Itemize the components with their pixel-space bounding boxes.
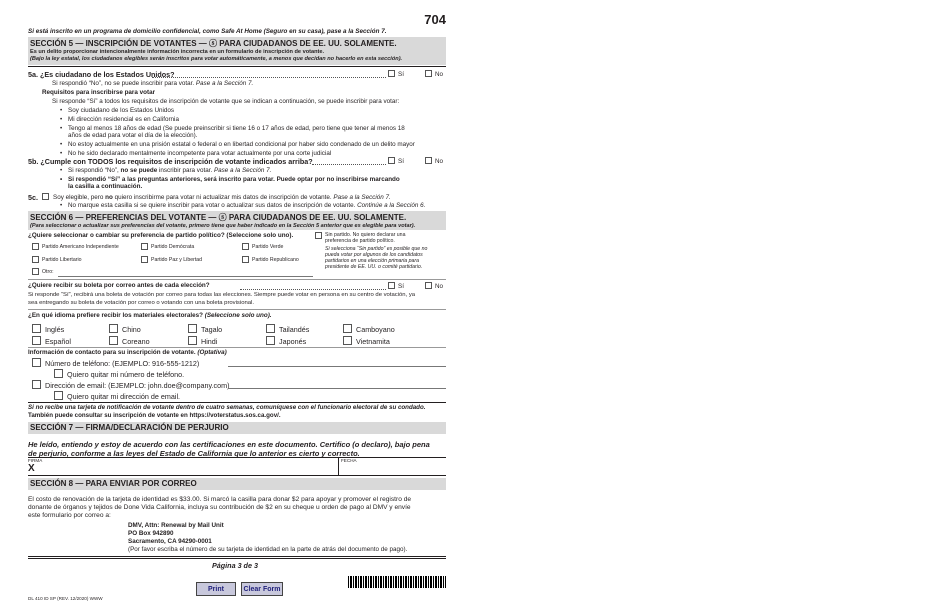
form-revision: DL 410 ID SP (REV. 12/2020) WWW: [28, 596, 103, 601]
otro-input-line[interactable]: [58, 276, 313, 277]
mail-address-2: PO Box 942890: [128, 530, 174, 537]
q5b-yes-checkbox[interactable]: [388, 157, 395, 164]
section-6-header: [28, 211, 446, 230]
libertario-label: Partido Libertario: [42, 257, 82, 263]
phone-remove-label: Quiero quitar mi número de teléfono.: [67, 370, 185, 379]
american-independent-label: Partido Americano Independiente: [42, 244, 119, 250]
section-5-header: [28, 37, 446, 65]
declaration-line-1: He leído, entiendo y estoy de acuerdo con las certificaciones en este documento. Certifico (o declaro), bajo pena: [28, 440, 430, 449]
no-party-checkbox[interactable]: [315, 232, 322, 239]
lang-tagalo-label: Tagalo: [201, 325, 223, 334]
phone-input-line[interactable]: [228, 366, 446, 367]
party-question: ¿Quiere seleccionar o cambiar su preferencia de partido político? (Seleccione solo uno).: [28, 232, 294, 239]
lang-japones-checkbox[interactable]: [266, 336, 275, 345]
requirement-age: • Tengo al menos 18 años de edad (Se puede preinscribir si tiene 16 o 17 años de edad, pero tiene que tener al menos 18: [68, 125, 405, 132]
email-label: Dirección de email: (EJEMPLO: john.doe@company.com): [45, 381, 230, 390]
section-5-law-note: (Bajo la ley estatal, los ciudadanos elegibles serán inscritos para votar automáticamente, a menos que decidan no hacerlo en esta sección).: [30, 56, 403, 62]
requirement-competent: • No he sido declarado mentalmente incompetente para votar actualmente por una corte judicial: [68, 150, 331, 157]
mail-address-1: DMV, Attn: Renewal by Mail Unit: [128, 522, 224, 529]
section-6-title: SECCIÓN 6 — PREFERENCIAS DEL VOTANTE — ⓢ PARA CIUDADANOS DE EE. UU. SOLAMENTE.: [30, 213, 407, 222]
requirement-age-cont: años de edad para votar el día de la elección).: [68, 132, 198, 139]
email-input-line[interactable]: [228, 388, 446, 389]
fecha-label: FECHA: [341, 458, 357, 463]
lang-hindi-checkbox[interactable]: [188, 336, 197, 345]
verde-label: Partido Verde: [252, 244, 284, 250]
mail-ballot-note-2: sea entregando su boleta de votación por correo o votando con una boleta provisional.: [28, 300, 254, 306]
email-checkbox[interactable]: [32, 380, 41, 389]
requirement-prison: • No estoy actualmente en una prisión estatal o federal o en libertad condicional por haber sido condenado de un delito mayor: [68, 141, 415, 148]
mail-ballot-no-checkbox[interactable]: [425, 282, 432, 289]
question-5c-number: 5c.: [28, 193, 38, 202]
phone-checkbox[interactable]: [32, 358, 41, 367]
requirements-intro: Si responde “Sí” a todos los requisitos de inscripción de votante que se indican a continuación, se puede inscribir para votar:: [52, 98, 400, 105]
section-7-header: [28, 422, 446, 434]
requirement-citizen: • Soy ciudadano de los Estados Unidos: [68, 107, 174, 114]
verde-checkbox[interactable]: [242, 243, 249, 250]
email-remove-label: Quiero quitar mi dirección de email.: [67, 392, 181, 401]
otro-checkbox[interactable]: [32, 268, 39, 275]
barcode: [348, 576, 446, 588]
q5a-note: Si respondió “No”, no se puede inscribir para votar. Pase a la Sección 7.: [52, 80, 254, 87]
requirements-heading: Requisitos para inscribirse para votar: [42, 89, 156, 96]
question-5a: 5a. ¿Es ciudadano de los Estados Unidos?: [28, 70, 175, 79]
lang-ingles-checkbox[interactable]: [32, 324, 41, 333]
republicano-checkbox[interactable]: [242, 256, 249, 263]
mail-ballot-no-label: No: [435, 283, 444, 290]
q5a-yes-label: Sí: [398, 71, 404, 78]
lang-tailandes-label: Tailandés: [279, 325, 310, 334]
no-party-note-3: partidarios en una elección primaria para: [325, 258, 420, 264]
voter-notice-1: Si no recibe una tarjeta de notificación de votante dentro de cuatro semanas, comuníquese con el funcionario electoral de su condado.: [28, 404, 426, 411]
q5b-note-yes-cont: la casilla a continuación.: [68, 183, 143, 190]
form-page: [28, 0, 446, 615]
lang-ingles-label: Inglés: [45, 325, 65, 334]
contact-heading: Información de contacto para su inscripción de votante. (Optativa): [28, 349, 227, 356]
democrata-checkbox[interactable]: [141, 243, 148, 250]
signature-x: X: [28, 463, 35, 474]
mail-ballot-question: ¿Quiere recibir su boleta por correo antes de cada elección?: [28, 282, 210, 289]
mail-address-note: (Por favor escriba el número de su tarjeta de identidad en la parte de atrás del documento de pago).: [128, 546, 408, 553]
lang-vietnamita-label: Vietnamita: [356, 337, 390, 346]
q5b-yes-label: Sí: [398, 158, 404, 165]
otro-label: Otro:: [42, 269, 54, 275]
clear-form-button[interactable]: Clear Form: [241, 582, 283, 596]
lang-tagalo-checkbox[interactable]: [188, 324, 197, 333]
republicano-label: Partido Republicano: [252, 257, 299, 263]
lang-tailandes-checkbox[interactable]: [266, 324, 275, 333]
mail-ballot-yes-label: Sí: [398, 283, 404, 290]
mail-ballot-yes-checkbox[interactable]: [388, 282, 395, 289]
section-5-warning: Es un delito proporcionar intencionalmente información incorrecta en un formulario de inscripción de votante.: [30, 49, 325, 55]
q5a-no-label: No: [435, 71, 444, 78]
print-button[interactable]: Print: [196, 582, 236, 596]
mail-ballot-note-1: Si responde “Sí”, recibirá una boleta de votación por correo para todas las elecciones. Siempre puede votar en persona en su centro de votación, ya: [28, 292, 416, 298]
democrata-label: Partido Demócrata: [151, 244, 195, 250]
no-party-label: Sin partido. No quiero declarar una: [325, 232, 406, 238]
mail-address-3: Sacramento, CA 94290-0001: [128, 538, 212, 545]
safe-at-home-note: Si está inscrito en un programa de domicilio confidencial, como Safe At Home (Seguro en su casa), pase a la Sección 7.: [28, 28, 387, 35]
sec8-body-3: este formulario por correo a:: [28, 512, 111, 519]
q5c-note: • No marque esta casilla si se quiere inscribir para votar o actualizar sus datos de inscripción de votante. Continúe a la Sección 6.: [68, 202, 425, 209]
section-8-title: SECCIÓN 8 — PARA ENVIAR POR CORREO: [30, 479, 197, 488]
paz-libertad-checkbox[interactable]: [141, 256, 148, 263]
q5a-no-checkbox[interactable]: [425, 70, 432, 77]
voter-notice-2: También puede consultar su inscripción de votante en https://voterstatus.sos.ca.gov/.: [28, 412, 281, 419]
form-number: 704: [424, 12, 446, 27]
paz-libertad-label: Partido Paz y Libertad: [151, 257, 203, 263]
lang-espanol-checkbox[interactable]: [32, 336, 41, 345]
question-5b: 5b. ¿Cumple con TODOS los requisitos de inscripción de votante indicados arriba?: [28, 157, 313, 166]
lang-japones-label: Japonés: [279, 337, 307, 346]
lang-espanol-label: Español: [45, 337, 71, 346]
american-independent-checkbox[interactable]: [32, 243, 39, 250]
q5b-no-label: No: [435, 158, 444, 165]
lang-camboyano-checkbox[interactable]: [343, 324, 352, 333]
lang-chino-checkbox[interactable]: [109, 324, 118, 333]
no-party-note-2: pueda votar por algunos de los candidatos: [325, 252, 423, 258]
page-number: Página 3 de 3: [212, 561, 258, 570]
section-5-title: SECCIÓN 5 — INSCRIPCIÓN DE VOTANTES — ⓢ PARA CIUDADANOS DE EE. UU. SOLAMENTE.: [30, 39, 397, 48]
lang-coreano-checkbox[interactable]: [109, 336, 118, 345]
no-party-note-4: presidente de EE. UU. o comité partidario.: [325, 264, 423, 270]
requirement-residence: • Mi dirección residencial es en California: [68, 116, 179, 123]
libertario-checkbox[interactable]: [32, 256, 39, 263]
phone-remove-checkbox[interactable]: [54, 369, 63, 378]
email-remove-checkbox[interactable]: [54, 391, 63, 400]
lang-vietnamita-checkbox[interactable]: [343, 336, 352, 345]
declaration-line-2: de perjurio, conforme a las leyes del Estado de California que lo anterior es cierto y correcto.: [28, 449, 360, 458]
q5b-note-no: • Si respondió “No”, no se puede inscribir para votar. Pase a la Sección 7.: [68, 167, 271, 174]
phone-label: Número de teléfono: (EJEMPLO: 916-555-1212): [45, 359, 200, 368]
no-party-label-cont: preferencia de partido político.: [325, 238, 395, 244]
sec8-body-1: El costo de renovación de la tarjeta de identidad es $33.00. Si marcó la casilla para donar $2 para apoyar y promover el registro de: [28, 496, 412, 503]
lang-hindi-label: Hindi: [201, 337, 218, 346]
q5c-text: Soy elegible, pero no quiero inscribirme para votar ni actualizar mis datos de inscripción de votante. Pase a la Sección 7.: [53, 194, 391, 201]
sec8-body-2: donante de órganos y tejidos de Done Vida California, incluya su contribución de $2 en su cheque u orden de pago al DMV y envíe: [28, 504, 411, 511]
section-7-title: SECCIÓN 7 — FIRMA/DECLARACIÓN DE PERJURIO: [30, 423, 229, 432]
q5b-no-checkbox[interactable]: [425, 157, 432, 164]
lang-camboyano-label: Camboyano: [356, 325, 395, 334]
section-8-header: [28, 478, 446, 490]
lang-coreano-label: Coreano: [122, 337, 150, 346]
language-question: ¿En qué idioma prefiere recibir los materiales electorales? (Seleccione solo uno).: [28, 312, 272, 319]
no-party-note-1: Si selecciona “Sin partido” es posible que no: [325, 246, 428, 252]
q5b-note-yes: • Si respondió “Sí” a las preguntas anteriores, será inscrito para votar. Puede optar por no inscribirse marcando: [68, 176, 400, 183]
section-6-note: (Para seleccionar o actualizar sus preferencias del votante, primero tiene que haber indicado en la Sección 5 anterior que es elegible para votar).: [30, 223, 416, 229]
q5a-yes-checkbox[interactable]: [388, 70, 395, 77]
lang-chino-label: Chino: [122, 325, 141, 334]
firma-label: FIRMA: [28, 458, 43, 463]
q5c-opt-out-checkbox[interactable]: [42, 193, 49, 200]
